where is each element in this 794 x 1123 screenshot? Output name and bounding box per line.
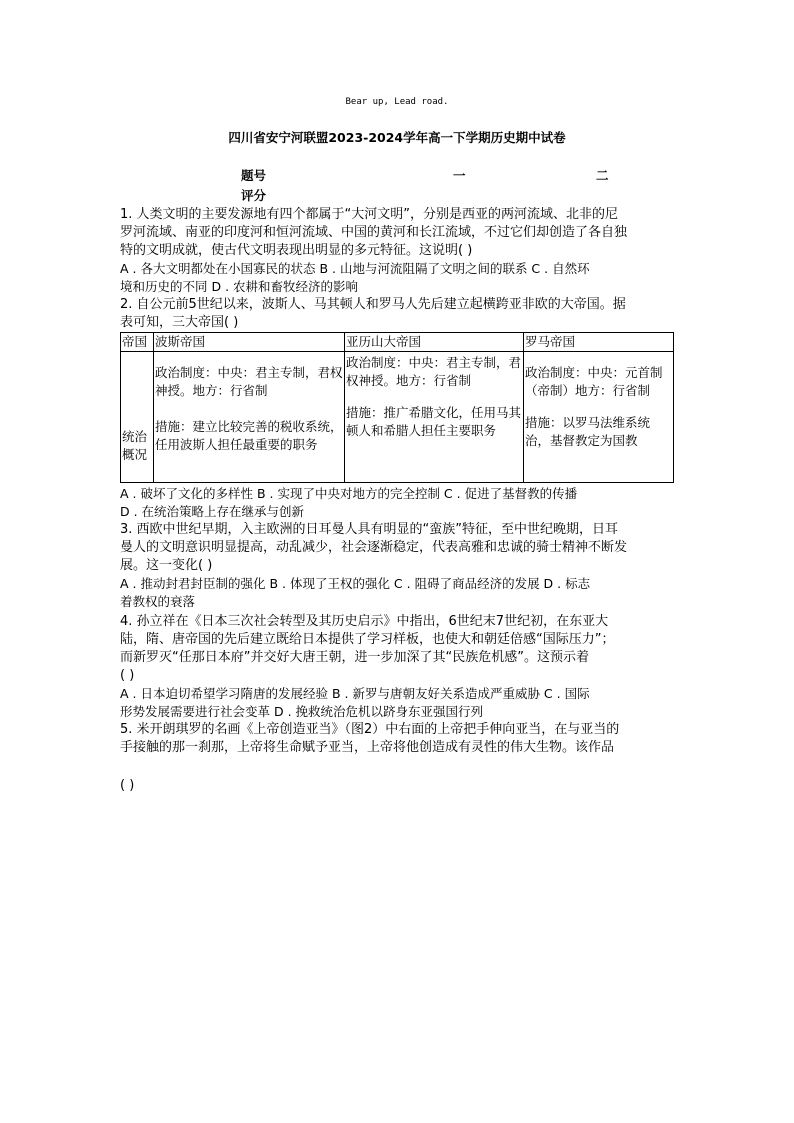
question-1-stem-line: 罗河流域、南亚的印度河和恒河流域、中国的黄河和长江流域，不过它们却创造了各自独	[120, 225, 628, 240]
question-5	[120, 721, 676, 757]
question-2-options	[120, 485, 676, 521]
page-title: 四川省安宁河联盟2023-2024学年高一下学期历史期中试卷	[228, 130, 566, 145]
rome-politics: 政治制度：中央：元首制（帝制）地方：行省制	[525, 365, 663, 398]
question-5-answer-blank: ( )	[120, 778, 135, 793]
question-3	[120, 521, 676, 611]
empire-table-body-row	[121, 352, 674, 483]
question-4-options-line: 形势发展需要进行社会变革 D . 挽救统治危机以跻身东亚强国行列	[120, 704, 484, 719]
empire-table-header-row	[121, 333, 674, 352]
empire-table-header-persia: 波斯帝国	[154, 333, 345, 352]
question-5-stem-line: 手接触的那一刹那，上帝将生命赋予亚当，上帝将他创造成有灵性的伟大生物。该作品	[120, 740, 615, 755]
empire-table-cell-rome	[524, 352, 674, 483]
score-table-score-label: 评分	[241, 188, 267, 203]
empire-table-row-label	[121, 352, 154, 483]
row-label-text: 统治概况	[122, 429, 148, 462]
question-4-stem-line: 4. 孙立祥在《日本三次社会转型及其历史启示》中指出，6世纪末7世纪初，在东亚大	[120, 614, 609, 629]
empire-table-cell-persia	[154, 352, 345, 483]
persia-politics: 政治制度：中央：君主专制，君权神授。地方：行省制	[155, 365, 343, 398]
question-2-options-line: D . 在统治策略上存在继承与创新	[120, 504, 305, 519]
score-table-col-2: 二	[596, 168, 609, 183]
question-3-stem-line: 展。这一变化( )	[120, 558, 213, 573]
header-note: Bear up, Lead road.	[345, 97, 449, 107]
persia-measures: 措施：建立比较完善的税收系统，任用波斯人担任最重要的职务	[155, 419, 343, 452]
question-1-options-line: 境和历史的不同 D . 农耕和畜牧经济的影响	[120, 279, 359, 294]
question-2-stem-line: 表可知，三大帝国( )	[120, 315, 239, 330]
empire-table-cell-alexander	[345, 352, 524, 483]
question-2-stem-line: 2. 自公元前5世纪以来，波斯人、马其顿人和罗马人先后建立起横跨亚非欧的大帝国。据	[120, 297, 626, 312]
question-1-stem-line: 1. 人类文明的主要发源地有四个都属于“大河文明”，分别是西亚的两河流域、北非的尼	[120, 207, 619, 222]
question-1-options-line: A . 各大文明都处在小国寡民的状态 B . 山地与河流阻隔了文明之间的联系 C . 自然环	[120, 261, 590, 276]
alexander-politics: 政治制度：中央：君主专制，君权神授。地方：行省制	[346, 355, 522, 388]
question-3-options-line: 着教权的衰落	[120, 594, 196, 609]
score-table-question-label: 题号	[241, 168, 267, 183]
empire-table-header-alexander: 亚历山大帝国	[345, 333, 524, 352]
empire-table-header-rome: 罗马帝国	[524, 333, 674, 352]
question-4	[120, 613, 676, 721]
question-4-options-line: A . 日本迫切希望学习隋唐的发展经验 B . 新罗与唐朝友好关系造成严重威胁 C . 国际	[120, 686, 590, 701]
empire-table-header-empire: 帝国	[121, 333, 154, 352]
empire-table	[120, 332, 674, 483]
question-2	[120, 296, 676, 332]
question-3-stem-line: 3. 西欧中世纪早期，入主欧洲的日耳曼人具有明显的“蛮族”特征，至中世纪晚期，日耳	[120, 522, 619, 537]
question-3-options-line: A . 推动封君封臣制的强化 B . 体现了王权的强化 C . 阻碍了商品经济的发展 D . 标志	[120, 576, 591, 591]
question-4-stem-line: 而新罗灭“任那日本府”并交好大唐王朝，进一步加深了其“民族危机感”。这预示着	[120, 650, 589, 665]
score-table-col-1: 一	[453, 168, 466, 183]
question-3-stem-line: 曼人的文明意识明显提高，动乱减少，社会逐渐稳定，代表高雅和忠诚的骑士精神不断发	[120, 540, 628, 555]
question-2-options-line: A . 破坏了文化的多样性 B . 实现了中央对地方的完全控制 C . 促进了基督教的传播	[120, 486, 578, 501]
question-1-stem-line: 特的文明成就，使古代文明表现出明显的多元特征。这说明( )	[120, 243, 473, 258]
question-1	[120, 206, 676, 296]
alexander-measures: 措施：推广希腊文化，任用马其顿人和希腊人担任主要职务	[346, 405, 522, 438]
question-5-stem-line: 5. 米开朗琪罗的名画《上帝创造亚当》（图2）中右面的上帝把手伸向亚当，在与亚当的	[120, 722, 620, 737]
question-4-stem-line: 陆，隋、唐帝国的先后建立既给日本提供了学习样板，也使大和朝廷倍感“国际压力”；	[120, 632, 615, 647]
question-4-stem-line: ( )	[120, 668, 135, 683]
rome-measures: 措施：以罗马法维系统治，基督教定为国教	[525, 415, 651, 448]
